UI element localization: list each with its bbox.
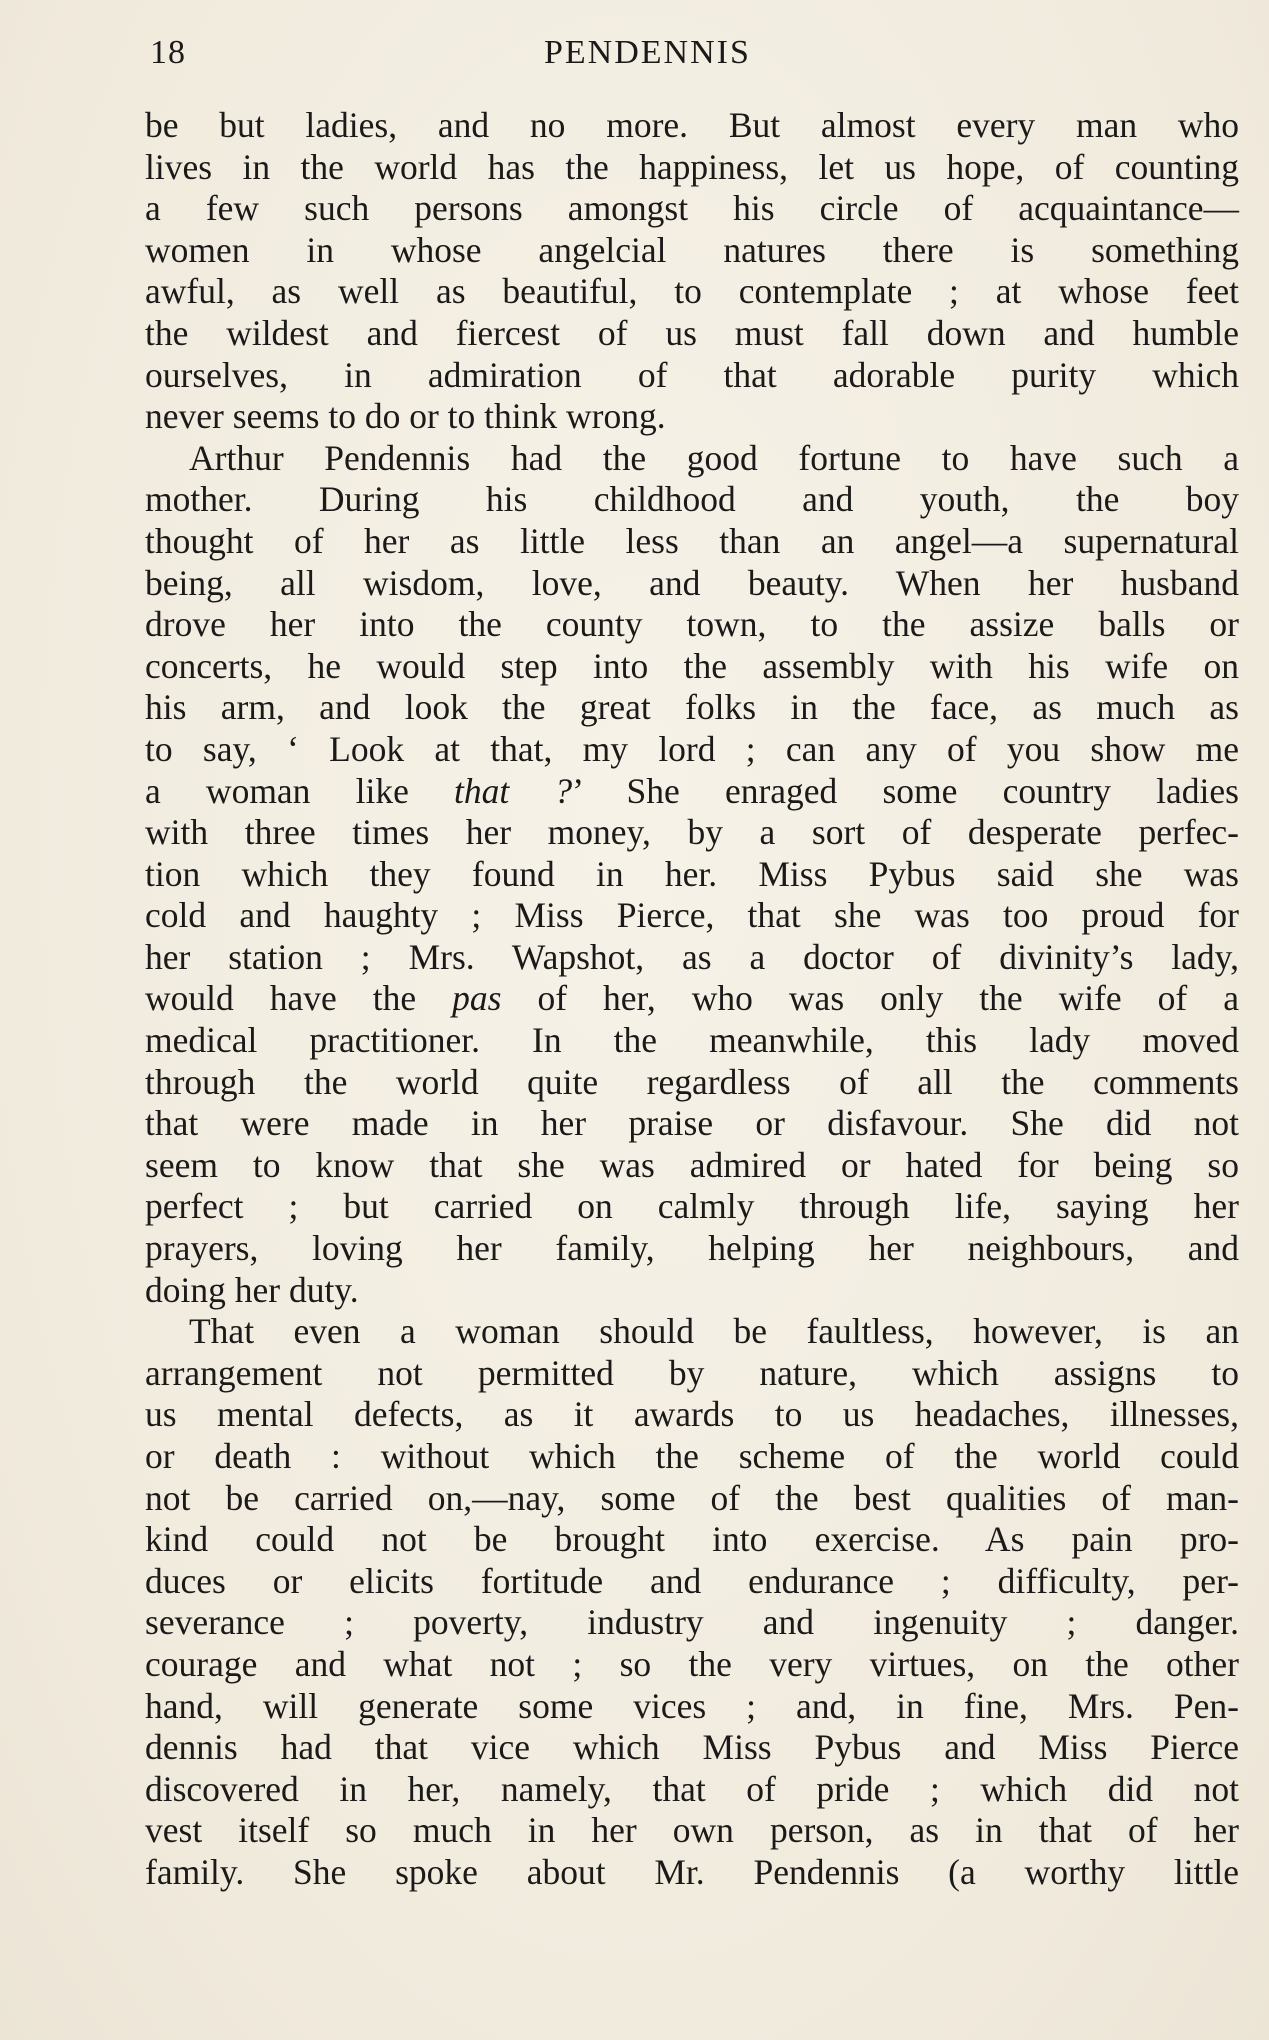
text-line: or death : without which the scheme of the world could	[145, 1436, 1239, 1476]
text-line: a few such persons amongst his circle of acquaintance—	[145, 188, 1239, 229]
text-line: That even a woman should be faultless, however, is an	[189, 1311, 1239, 1352]
text-line: discovered in her, namely, that of pride ; which did not	[145, 1768, 1239, 1809]
text-line: tion which they found in her. Miss Pybus said she was	[145, 853, 1239, 894]
text-line: medical practitioner. In the meanwhile, this lady moved	[145, 1020, 1239, 1061]
body-text	[145, 105, 1239, 1894]
text-line: seem to know that she was admired or hated for being so	[145, 1144, 1239, 1185]
text-line: women in whose angelcial natures there is something	[145, 229, 1239, 270]
text-line: us mental defects, as it awards to us headaches, illnesses,	[145, 1394, 1239, 1435]
text-line: courage and what not ; so the very virtues, on the other	[145, 1643, 1239, 1684]
italic-text: that ?	[454, 770, 573, 811]
text-line: perfect ; but carried on calmly through life, saying her	[145, 1186, 1239, 1227]
text-line: dennis had that vice which Miss Pybus and Miss Pierce	[145, 1727, 1239, 1768]
text-line: prayers, loving her family, helping her neighbours, and	[145, 1228, 1239, 1269]
text-line: duces or elicits fortitude and endurance ; difficulty, per-	[145, 1560, 1239, 1601]
text-line	[145, 978, 1239, 1020]
page-header	[150, 30, 1240, 80]
text-line: with three times her money, by a sort of desperate perfec-	[145, 812, 1239, 853]
text-segment: would have the	[145, 978, 453, 1019]
text-line: the wildest and fiercest of us must fall down and humble	[145, 312, 1239, 353]
text-line: be but ladies, and no more. But almost every man who	[145, 105, 1239, 145]
text-line: kind could not be brought into exercise. As pain pro-	[145, 1519, 1239, 1560]
italic-text: pas	[452, 978, 502, 1019]
text-line: drove her into the county town, to the assize balls or	[145, 604, 1239, 645]
text-line: never seems to do or to think wrong.	[145, 396, 666, 437]
text-segment: a woman like	[145, 770, 455, 811]
text-line: her station ; Mrs. Wapshot, as a doctor of divinity’s lady,	[145, 936, 1239, 977]
text-line: not be carried on,—nay, some of the best qualities of man-	[145, 1477, 1239, 1518]
text-line: being, all wisdom, love, and beauty. When her husband	[145, 562, 1239, 603]
text-line: doing her duty.	[145, 1269, 359, 1310]
text-line: severance ; poverty, industry and ingenuity ; danger.	[145, 1602, 1239, 1643]
text-line: awful, as well as beautiful, to contemplate ; at whose feet	[145, 271, 1239, 312]
text-line: to say, ‘ Look at that, my lord ; can any of you show me	[145, 728, 1239, 769]
text-line: his arm, and look the great folks in the face, as much as	[145, 687, 1239, 728]
text-line: concerts, he would step into the assembly with his wife on	[145, 645, 1239, 686]
page-number: 18	[150, 34, 186, 71]
text-segment: of her, who was only the wife of a	[501, 978, 1239, 1019]
text-line: cold and haughty ; Miss Pierce, that she was too proud for	[145, 895, 1239, 936]
text-segment: ’ She enraged some country ladies	[572, 770, 1239, 811]
text-line: family. She spoke about Mr. Pendennis (a worthy little	[145, 1851, 1239, 1892]
text-line: through the world quite regardless of all the comments	[145, 1061, 1239, 1102]
text-line: ourselves, in admiration of that adorable purity which	[145, 354, 1239, 395]
text-line: arrangement not permitted by nature, which assigns to	[145, 1352, 1239, 1393]
text-line: Arthur Pendennis had the good fortune to have such a	[189, 437, 1239, 478]
text-line: vest itself so much in her own person, as in that of her	[145, 1810, 1239, 1851]
text-line: hand, will generate some vices ; and, in fine, Mrs. Pen-	[145, 1685, 1239, 1726]
text-line: that were made in her praise or disfavour. She did not	[145, 1103, 1239, 1144]
text-line: mother. During his childhood and youth, the boy	[145, 479, 1239, 520]
text-line: lives in the world has the happiness, let us hope, of counting	[145, 146, 1239, 187]
text-line: thought of her as little less than an angel—a supernatural	[145, 520, 1239, 561]
text-line	[145, 771, 1239, 813]
running-title: PENDENNIS	[544, 34, 751, 71]
